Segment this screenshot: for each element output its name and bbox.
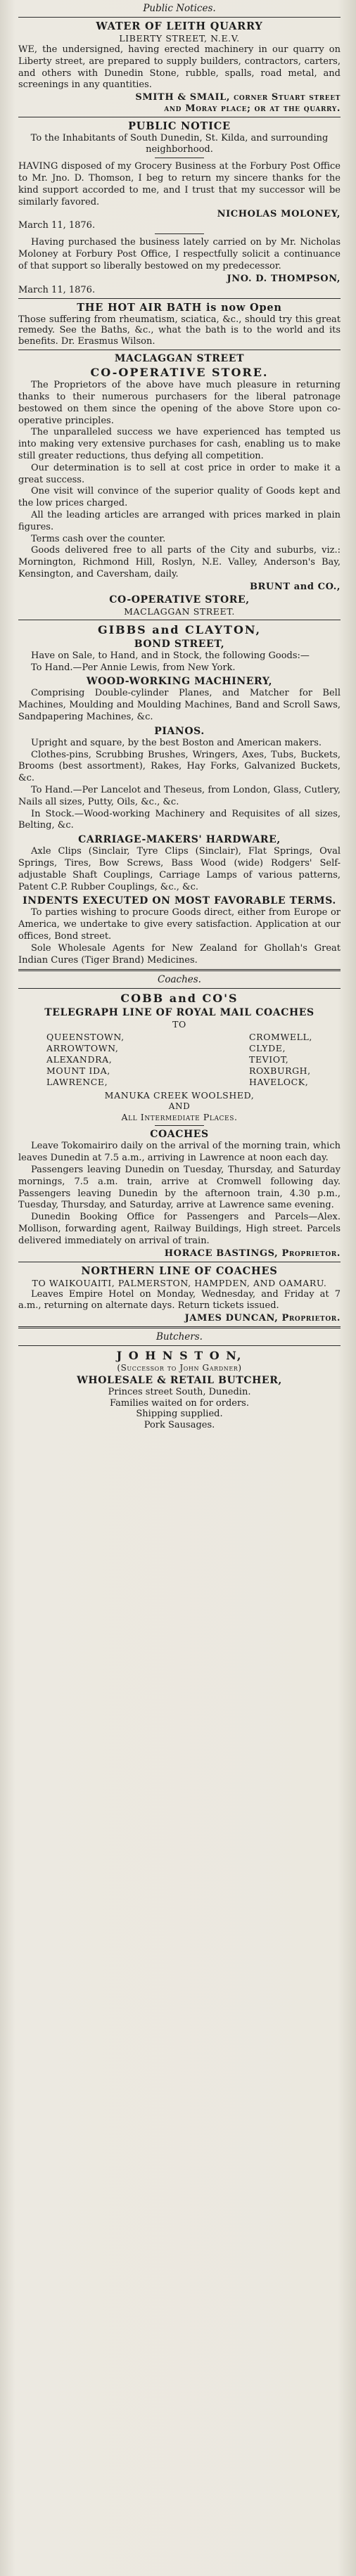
ad-body: Families waited on for orders. — [110, 1397, 249, 1409]
ad-body: Pork Sausages. — [144, 1419, 215, 1430]
destination: TEVIOT, — [249, 1054, 289, 1065]
ad-body: To Hand.—Per Lancelot and Theseus, from London, Glass, Cutlery, Nails all sizes, Putty, Oils, &c., &c. — [18, 784, 341, 807]
ad-footer: CO-OPERATIVE STORE, — [109, 594, 250, 605]
divider — [18, 298, 341, 299]
ad-subheading: TELEGRAPH LINE OF ROYAL MAIL COACHES — [44, 1007, 314, 1019]
destination-list — [18, 1030, 341, 1089]
ad-body: Upright and square, by the best Boston and American makers. — [31, 737, 322, 748]
divider — [18, 1326, 341, 1328]
destination: All Intermediate Places. — [121, 1112, 238, 1123]
ad-body: The unparalleled success we have experienced has tempted us into making very extensive purchases for cash, enabling us to make still greater reductions, thus defying all competition. — [18, 427, 341, 462]
section-heading: Butchers. — [156, 1331, 203, 1343]
ad-body: Those suffering from rheumatism, sciatica, &c., should try this great remedy. See the Baths, &c., what the bath is to the world and its benefits. Dr. Erasmus Wilson. — [18, 314, 341, 347]
section-heading: Public Notices. — [143, 3, 216, 14]
destination: ROXBURGH, — [249, 1065, 311, 1077]
hot-air-bath-advertisement — [18, 302, 341, 347]
divider — [18, 17, 341, 18]
ad-subheading: WOOD-WORKING MACHINERY, — [86, 676, 273, 688]
ad-subheading: INDENTS EXECUTED ON MOST FAVORABLE TERMS. — [23, 895, 336, 907]
ad-subtitle: LIBERTY STREET, N.E.V. — [119, 33, 240, 44]
ad-subheading: TO WAIKOUAITI, PALMERSTON, HAMPDEN, AND OAMARU. — [32, 1277, 327, 1288]
ad-body: Terms cash over the counter. — [31, 533, 166, 544]
ad-body: Axle Clips (Sinclair, Tyre Clips (Sinclair), Flat Springs, Oval Springs, Tires, Bow Screws, Bass Wood (wide) Rodgers' Self-adjustable Shaft Couplings, Carriage Lamps of various patterns, Patent C.P. Rubber Couplings, &c., &c. — [18, 846, 341, 892]
ad-body: Have on Sale, to Hand, and in Stock, the following Goods:— — [31, 650, 310, 661]
ad-body: Having purchased the business lately carried on by Mr. Nicholas Moloney at Forbury Post Office, I respectfully solicit a continuance of that support so liberally bestowed on my predecessor. — [18, 237, 341, 271]
destination: HAVELOCK, — [249, 1077, 309, 1088]
cobb-coaches-advertisement — [18, 992, 341, 1258]
ad-street: MACLAGGAN STREET — [114, 353, 245, 365]
ad-signature: JAMES DUNCAN, Proprietor. — [184, 1313, 341, 1324]
ad-body: All the leading articles are arranged with prices marked in plain figures. — [18, 510, 341, 532]
ad-body: Princes street South, Dunedin. — [108, 1387, 251, 1398]
butcher-advertisement — [18, 1349, 341, 1430]
ad-body: Passengers leaving Dunedin on Tuesday, Thursday, and Saturday mornings, 7.5 a.m. train, arrive at Cromwell following day. Passengers leaving Dunedin by the afternoon train, 4.30 p.m., Tuesday, Thursday, and Saturday, arrive at Lawrence same evening. — [18, 1164, 341, 1211]
destination: MOUNT IDA, — [46, 1065, 110, 1077]
ad-title: J O H N S T O N, — [116, 1349, 243, 1363]
ad-signature: HORACE BASTINGS, Proprietor. — [164, 1248, 341, 1259]
ad-body: In Stock.—Wood-working Machinery and Requisites of all sizes, Belting, &c. — [18, 808, 341, 831]
ad-subheading: PIANOS. — [154, 725, 205, 737]
divider — [18, 969, 341, 971]
destination: LAWRENCE, — [46, 1077, 108, 1088]
divider — [155, 233, 204, 234]
ad-body: Leave Tokomairiro daily on the arrival of the morning train, which leaves Dunedin at 7.5 a.m., arriving in Lawrence at noon each day. — [18, 1141, 341, 1164]
ad-footer: MACLAGGAN STREET. — [124, 605, 235, 617]
divider — [155, 1125, 204, 1126]
divider — [18, 988, 341, 989]
ad-signature: and Moray place; or at the quarry. — [164, 103, 341, 115]
ad-title: THE HOT AIR BATH is now Open — [77, 301, 282, 314]
ad-body: Shipping supplied. — [136, 1409, 223, 1420]
ad-signature: BRUNT and CO., — [249, 581, 341, 592]
ad-signature: SMITH & SMAIL, corner Stuart street — [135, 92, 341, 103]
ad-body: To Hand.—Per Annie Lewis, from New York. — [31, 662, 236, 673]
gibbs-clayton-advertisement — [18, 623, 341, 967]
ad-body: Goods delivered free to all parts of the City and suburbs, viz.: Mornington, Richmond Hill, Roslyn, N.E. Valley, Anderson's Bay, Kensington, and Caversham, daily. — [18, 545, 341, 580]
ad-body: One visit will convince of the superior quality of Goods kept and the low prices charged. — [18, 486, 341, 509]
ad-connector: AND — [168, 1101, 191, 1112]
ad-title: NORTHERN LINE OF COACHES — [81, 1264, 278, 1277]
ad-subheading: CARRIAGE-MAKERS' HARDWARE, — [78, 834, 281, 846]
ad-street: BOND STREET, — [134, 638, 225, 650]
ad-signature: NICHOLAS MOLONEY, — [217, 209, 341, 220]
ad-subheading: WHOLESALE & RETAIL BUTCHER, — [77, 1375, 282, 1387]
destination: ALEXANDRA, — [46, 1054, 113, 1065]
ad-title: CO-OPERATIVE STORE. — [90, 366, 269, 380]
ad-subtitle: (Successor to John Gardner) — [117, 1363, 242, 1373]
destination: MANUKA CREEK WOOLSHED, — [104, 1090, 255, 1101]
destination: ARROWTOWN, — [46, 1043, 119, 1054]
ad-body: Our determination is to sell at cost price in order to make it a great success. — [18, 462, 341, 485]
ad-intro: To the Inhabitants of South Dunedin, St. Kilda, and surrounding neighborhood. — [30, 133, 329, 155]
ad-body: WE, the undersigned, having erected machinery in our quarry on Liberty street, are prepared to supply builders, contractors, carters, and others with Dunedin Stone, rubble, spalls, road metal, and screenings in any quantities. — [18, 44, 341, 91]
section-heading: Coaches. — [158, 974, 201, 986]
ad-title: GIBBS and CLAYTON, — [97, 622, 262, 636]
co-operative-store-advertisement — [18, 353, 341, 617]
destination: CROMWELL, — [249, 1032, 312, 1043]
ad-body: The Proprietors of the above have much pleasure in returning thanks to their numerous purchasers for the liberal patronage bestowed on them since the opening of the above Store upon co-operative principles. — [18, 380, 341, 426]
ad-body: Comprising Double-cylinder Planes, and Matcher for Bell Machines, Moulding and Moulding Machines, Band and Scroll Saws, Sandpapering Machines, &c. — [18, 688, 341, 722]
ad-body: Clothes-pins, Scrubbing Brushes, Wringers, Axes, Tubs, Buckets, Brooms (best assortment), Rakes, Hay Forks, Galvanized Buckets, &c. — [18, 749, 341, 784]
destination-column-right — [249, 1032, 312, 1088]
ad-date: March 11, 1876. — [18, 284, 96, 295]
ad-title: PUBLIC NOTICE — [128, 120, 231, 133]
destination: CLYDE, — [249, 1043, 286, 1054]
ad-title: WATER OF LEITH QUARRY — [96, 20, 263, 32]
ad-title: COBB and CO'S — [120, 992, 239, 1006]
public-notice-advertisement — [18, 120, 341, 295]
ad-body: HAVING disposed of my Grocery Business at the Forbury Post Office to Mr. Jno. D. Thomson, I beg to return my sincere thanks for the kind support accorded to me, and I trust that my successor will be similarly favored. — [18, 161, 341, 207]
quarry-advertisement — [18, 20, 341, 114]
ad-signature: JNO. D. THOMPSON, — [227, 273, 341, 284]
ad-body: Sole Wholesale Agents for New Zealand for Ghollah's Great Indian Cures (Tiger Brand) Medicines. — [18, 942, 341, 966]
destination: QUEENSTOWN, — [46, 1032, 125, 1043]
divider — [18, 1345, 341, 1346]
ad-date: March 11, 1876. — [18, 220, 96, 231]
destination-column-left — [46, 1032, 125, 1088]
ad-connector: TO — [172, 1019, 186, 1030]
ad-body: Leaves Empire Hotel on Monday, Wednesday, and Friday at 7 a.m., returning on alternate days. Return tickets issued. — [18, 1288, 341, 1312]
ad-subheading: COACHES — [150, 1129, 209, 1141]
ad-body: To parties wishing to procure Goods direct, either from Europe or America, we undertake to give every satisfaction. Application at our offices, Bond street. — [18, 907, 341, 942]
northern-coaches-advertisement — [18, 1265, 341, 1324]
ad-body: Dunedin Booking Office for Passengers and Parcels—Alex. Mollison, forwarding agent, Railway Buildings, High street. Parcels delivered immediately on arrival of train. — [18, 1212, 341, 1246]
